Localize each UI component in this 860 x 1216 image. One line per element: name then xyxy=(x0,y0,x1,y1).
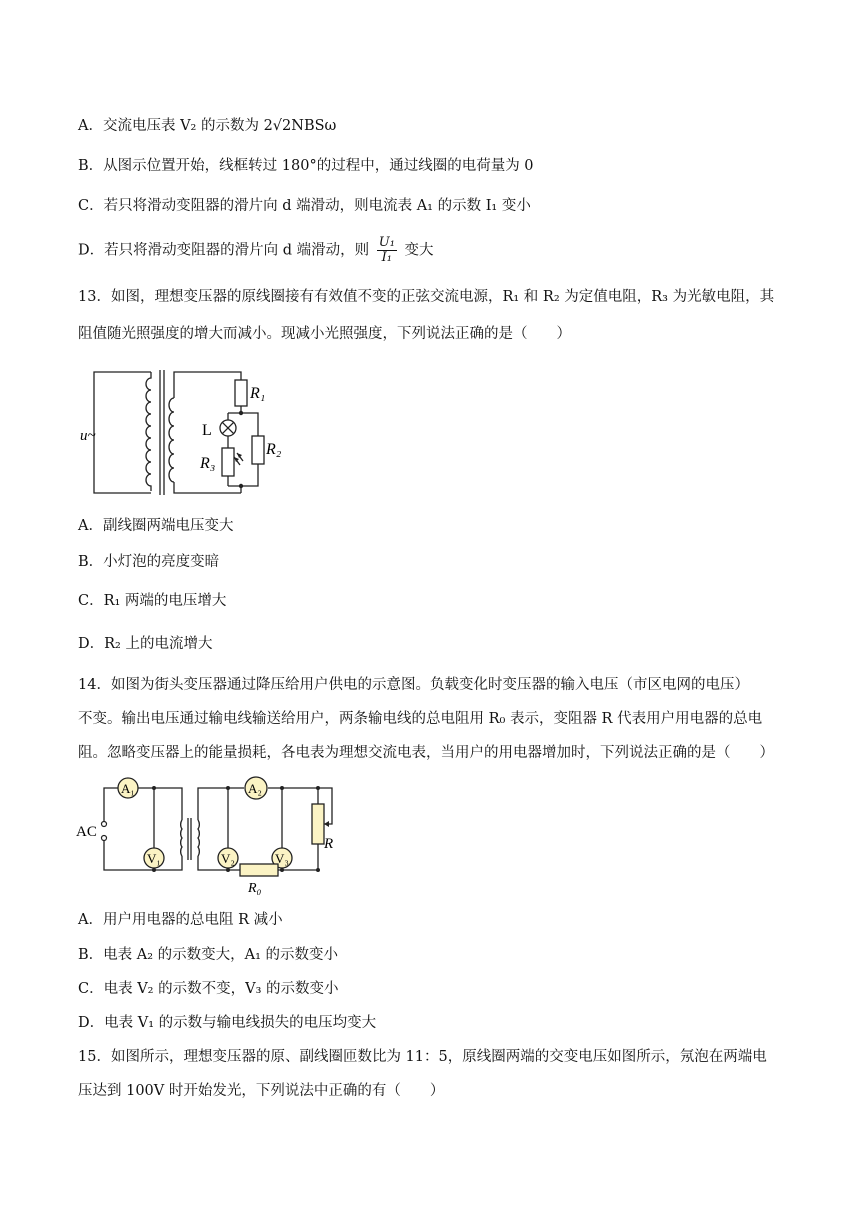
fraction-numerator: U₁ xyxy=(378,235,395,250)
q14-stem-line2: 不变。输出电压通过输电线输送给用户，两条输电线的总电阻用 R₀ 表示，变阻器 R 代表用户用电器的总电 xyxy=(78,711,763,727)
q12-option-d-fraction xyxy=(377,236,397,265)
q14-option-d: D．电表 V₁ 的示数与输电线损失的电压均变大 xyxy=(78,1015,377,1031)
q14-label-v1: V₁ xyxy=(147,851,161,866)
q13-option-c: C．R₁ 两端的电压增大 xyxy=(78,593,227,609)
q13-option-b: B．小灯泡的亮度变暗 xyxy=(78,554,220,570)
q13-label-lamp: L xyxy=(202,422,212,439)
q13-stem-line2: 阻值随光照强度的增大而减小。现减小光照强度，下列说法正确的是（ ） xyxy=(78,326,571,342)
q14-label-v3: V₃ xyxy=(275,851,289,866)
q14-circuit-diagram xyxy=(76,772,346,900)
fraction-denominator: I₁ xyxy=(381,250,392,265)
q14-option-b: B．电表 A₂ 的示数变大，A₁ 的示数变小 xyxy=(78,947,339,963)
q12-option-d-text: D．若只将滑动变阻器的滑片向 d 端滑动，则 xyxy=(78,242,370,259)
q12-option-a: A．交流电压表 V₂ 的示数为 2√2NBSω xyxy=(78,118,337,134)
q14-label-ac: AC xyxy=(76,824,97,840)
q15-stem-line1: 15．如图所示，理想变压器的原、副线圈匝数比为 11：5，原线圈两端的交变电压如图所示，氖泡在两端电 xyxy=(78,1049,767,1065)
q15-stem-line2: 压达到 100V 时开始发光，下列说法中正确的有（ ） xyxy=(78,1083,445,1099)
q14-stem-line3: 阻。忽略变压器上的能量损耗，各电表为理想交流电表，当用户的用电器增加时，下列说法正确的是（ ） xyxy=(78,745,774,761)
q14-option-a: A．用户用电器的总电阻 R 减小 xyxy=(78,912,283,928)
q14-label-a2: A₂ xyxy=(248,781,262,796)
q13-circuit-diagram xyxy=(76,358,296,498)
q12-option-d-suffix: 变大 xyxy=(404,242,434,259)
q14-option-c: C．电表 V₂ 的示数不变，V₃ 的示数变小 xyxy=(78,981,339,997)
q14-stem-line1: 14．如图为街头变压器通过降压给用户供电的示意图。负载变化时变压器的输入电压（市区电网的电压） xyxy=(78,677,749,693)
q14-circuit-svg xyxy=(76,772,346,900)
q13-label-u: u~ xyxy=(80,428,96,444)
q13-label-r1: R₁ xyxy=(250,385,266,402)
q13-label-r2: R₂ xyxy=(266,441,282,458)
q12-option-c: C．若只将滑动变阻器的滑片向 d 端滑动，则电流表 A₁ 的示数 I₁ 变小 xyxy=(78,198,531,214)
q14-label-v2: V₂ xyxy=(221,851,235,866)
q14-label-a1: A₁ xyxy=(121,781,135,796)
q14-label-r0: R₀ xyxy=(248,881,262,896)
q12-option-b: B．从图示位置开始，线框转过 180°的过程中，通过线圈的电荷量为 0 xyxy=(78,158,534,174)
q12-option-d xyxy=(78,236,434,265)
q13-stem-line1: 13．如图，理想变压器的原线圈接有有效值不变的正弦交流电源，R₁ 和 R₂ 为定值电阻，R₃ 为光敏电阻，其 xyxy=(78,289,775,305)
q13-circuit-svg xyxy=(76,358,296,498)
q14-label-r: R xyxy=(324,836,334,852)
q13-option-a: A．副线圈两端电压变大 xyxy=(78,518,234,534)
q13-option-d: D．R₂ 上的电流增大 xyxy=(78,636,213,652)
q13-label-r3: R₃ xyxy=(200,455,216,472)
